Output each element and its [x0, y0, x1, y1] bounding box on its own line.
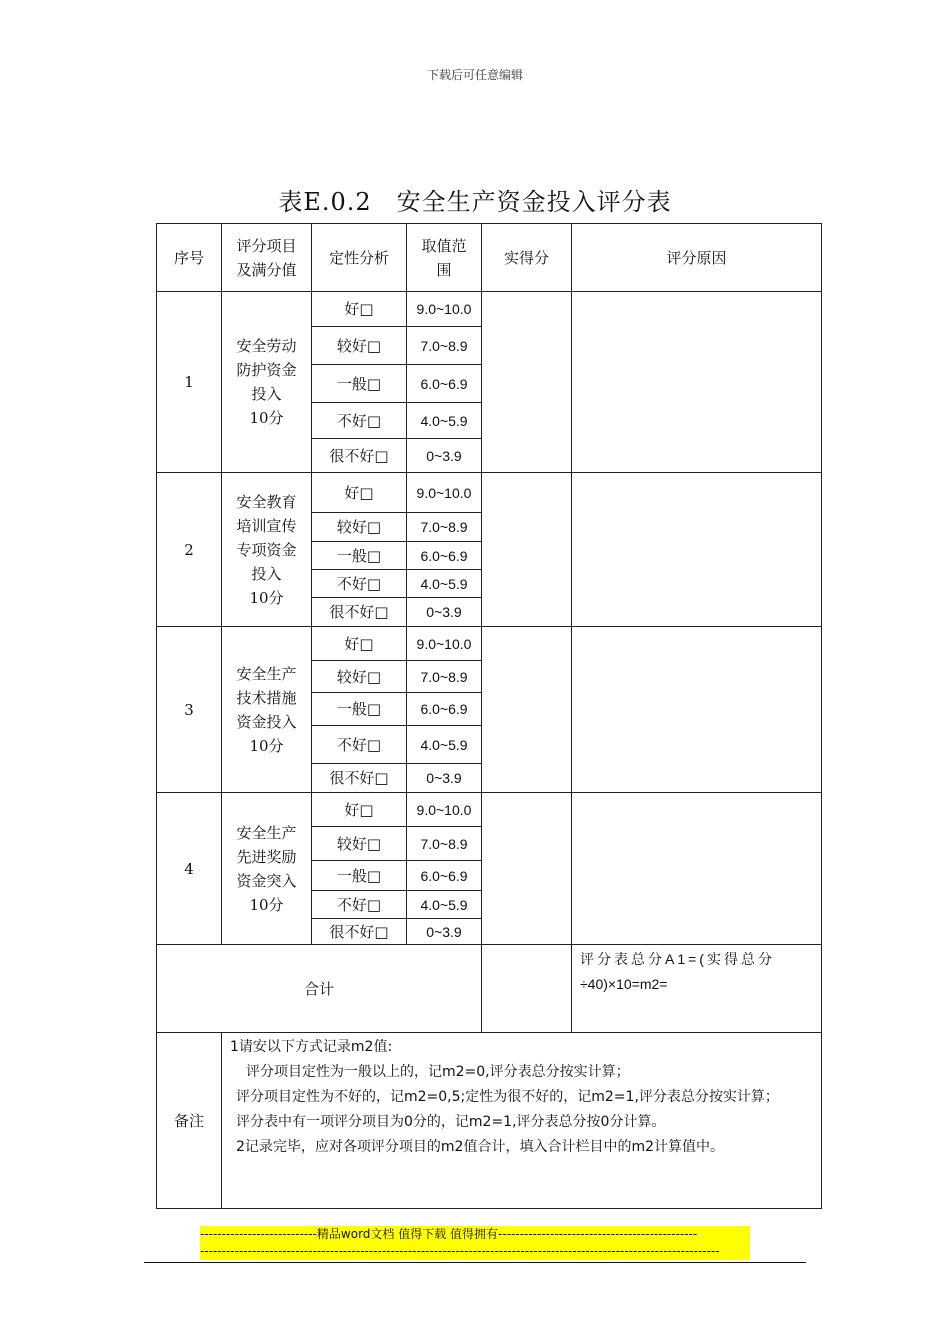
qualitative-option[interactable]: 较好□: [312, 513, 407, 542]
total-label: 合计: [157, 945, 482, 1033]
footer-banner: [200, 1226, 750, 1260]
section-item-line: 资金投入: [236, 712, 297, 731]
level-row: [157, 793, 822, 827]
total-formula: [572, 945, 822, 1033]
qualitative-option[interactable]: 较好□: [312, 661, 407, 693]
header-row: [157, 224, 822, 292]
score-range: 4.0~5.9: [407, 570, 482, 598]
section-item-line: 10分: [249, 409, 284, 427]
score-range: 0~3.9: [407, 439, 482, 473]
section-seq: 4: [157, 793, 222, 945]
header-seq: 序号: [157, 224, 222, 292]
qualitative-option[interactable]: 好□: [312, 292, 407, 327]
qualitative-option[interactable]: 不好□: [312, 891, 407, 919]
score-range: 9.0~10.0: [407, 627, 482, 661]
level-row: [157, 627, 822, 661]
score-reason-cell[interactable]: [572, 627, 822, 793]
score-range: 9.0~10.0: [407, 292, 482, 327]
note-line: 评分表中有一项评分项目为0分的，记m2=1,评分表总分按0分计算。: [236, 1114, 666, 1130]
section-item: [222, 473, 312, 627]
total-formula-line: ÷40)×10=m2=: [580, 976, 668, 992]
section-item-line: 投入: [251, 385, 282, 403]
score-reason-cell[interactable]: [572, 473, 822, 627]
section-item-line: 10分: [249, 588, 284, 607]
qualitative-option[interactable]: 一般□: [312, 365, 407, 403]
score-reason-cell[interactable]: [572, 793, 822, 945]
header-item-line: 及满分值: [236, 260, 297, 279]
score-range: 4.0~5.9: [407, 726, 482, 764]
qualitative-option[interactable]: 较好□: [312, 827, 407, 861]
header-range-line: 取值范: [421, 236, 467, 255]
footer-banner-line: ---------------------------精品word文档 值得下载 值得拥有----------------------------------------------: [200, 1227, 698, 1241]
level-row: [157, 473, 822, 513]
qualitative-option[interactable]: 很不好□: [312, 919, 407, 945]
qualitative-option[interactable]: 不好□: [312, 570, 407, 598]
header-reason: 评分原因: [572, 224, 822, 292]
section-item: [222, 627, 312, 793]
header-note: 下载后可任意编辑: [426, 68, 523, 82]
section-item-line: 10分: [249, 895, 284, 914]
qualitative-option[interactable]: 好□: [312, 793, 407, 827]
section-item: [222, 292, 312, 473]
section-item-line: 安全教育: [236, 492, 297, 511]
level-row: [157, 292, 822, 327]
total-score-cell[interactable]: [482, 945, 572, 1033]
qualitative-option[interactable]: 一般□: [312, 693, 407, 726]
notes-row: [157, 1033, 822, 1209]
actual-score-cell[interactable]: [482, 292, 572, 473]
qualitative-option[interactable]: 很不好□: [312, 764, 407, 793]
notes-label: 备注: [157, 1033, 222, 1209]
actual-score-cell[interactable]: [482, 793, 572, 945]
score-range: 6.0~6.9: [407, 542, 482, 570]
section-item-line: 专项资金: [236, 540, 297, 559]
header-range: [407, 224, 482, 292]
total-row: [157, 945, 822, 1033]
total-formula-line: 评分表总分A1=(实得总分: [580, 951, 775, 967]
score-range: 7.0~8.9: [407, 513, 482, 542]
footer-banner-line: ------------------------------------------------------------------------------------------------------------------------: [200, 1244, 720, 1258]
section-item-line: 安全劳动: [236, 337, 297, 355]
section-item-line: 先进奖励: [236, 847, 297, 866]
score-range: 9.0~10.0: [407, 473, 482, 513]
note-line: 1请安以下方式记录m2值:: [230, 1039, 393, 1055]
score-range: 9.0~10.0: [407, 793, 482, 827]
section-seq: 1: [157, 292, 222, 473]
document-title: 表E.0.2 安全生产资金投入评分表: [278, 188, 672, 216]
qualitative-option[interactable]: 很不好□: [312, 439, 407, 473]
score-range: 7.0~8.9: [407, 827, 482, 861]
score-range: 7.0~8.9: [407, 661, 482, 693]
section-item-line: 投入: [251, 564, 282, 583]
section-item-line: 技术措施: [236, 688, 297, 707]
scoring-table: [156, 223, 822, 1209]
qualitative-option[interactable]: 好□: [312, 627, 407, 661]
score-range: 4.0~5.9: [407, 403, 482, 439]
header-item: [222, 224, 312, 292]
section-item-line: 防护资金: [236, 361, 297, 379]
note-line: 2记录完毕，应对各项评分项目的m2值合计，填入合计栏目中的m2计算值中。: [236, 1139, 724, 1155]
score-range: 6.0~6.9: [407, 861, 482, 891]
qualitative-option[interactable]: 较好□: [312, 327, 407, 365]
qualitative-option[interactable]: 好□: [312, 473, 407, 513]
footer-divider: [144, 1262, 806, 1263]
score-range: 0~3.9: [407, 919, 482, 945]
score-range: 4.0~5.9: [407, 891, 482, 919]
score-range: 6.0~6.9: [407, 693, 482, 726]
actual-score-cell[interactable]: [482, 473, 572, 627]
section-item-line: 培训宣传: [236, 516, 297, 535]
note-line: 评分项目定性为一般以上的，记m2=0,评分表总分按实计算；: [246, 1064, 630, 1080]
header-range-line: 围: [436, 260, 452, 279]
qualitative-option[interactable]: 很不好□: [312, 598, 407, 627]
header-qualitative: 定性分析: [312, 224, 407, 292]
header-item-line: 评分项目: [236, 236, 297, 255]
score-reason-cell[interactable]: [572, 292, 822, 473]
score-range: 0~3.9: [407, 764, 482, 793]
section-item: [222, 793, 312, 945]
note-line: 评分项目定性为不好的，记m2=0,5;定性为很不好的，记m2=1,评分表总分按实计算；: [236, 1089, 779, 1105]
qualitative-option[interactable]: 一般□: [312, 861, 407, 891]
section-seq: 2: [157, 473, 222, 627]
qualitative-option[interactable]: 不好□: [312, 726, 407, 764]
qualitative-option[interactable]: 不好□: [312, 403, 407, 439]
qualitative-option[interactable]: 一般□: [312, 542, 407, 570]
notes-content: [222, 1033, 822, 1209]
section-item-line: 资金突入: [236, 871, 297, 890]
actual-score-cell[interactable]: [482, 627, 572, 793]
header-score: 实得分: [482, 224, 572, 292]
section-item-line: 安全生产: [236, 664, 297, 683]
score-range: 6.0~6.9: [407, 365, 482, 403]
section-seq: 3: [157, 627, 222, 793]
score-range: 0~3.9: [407, 598, 482, 627]
score-range: 7.0~8.9: [407, 327, 482, 365]
section-item-line: 安全生产: [236, 823, 297, 842]
section-item-line: 10分: [249, 736, 284, 755]
